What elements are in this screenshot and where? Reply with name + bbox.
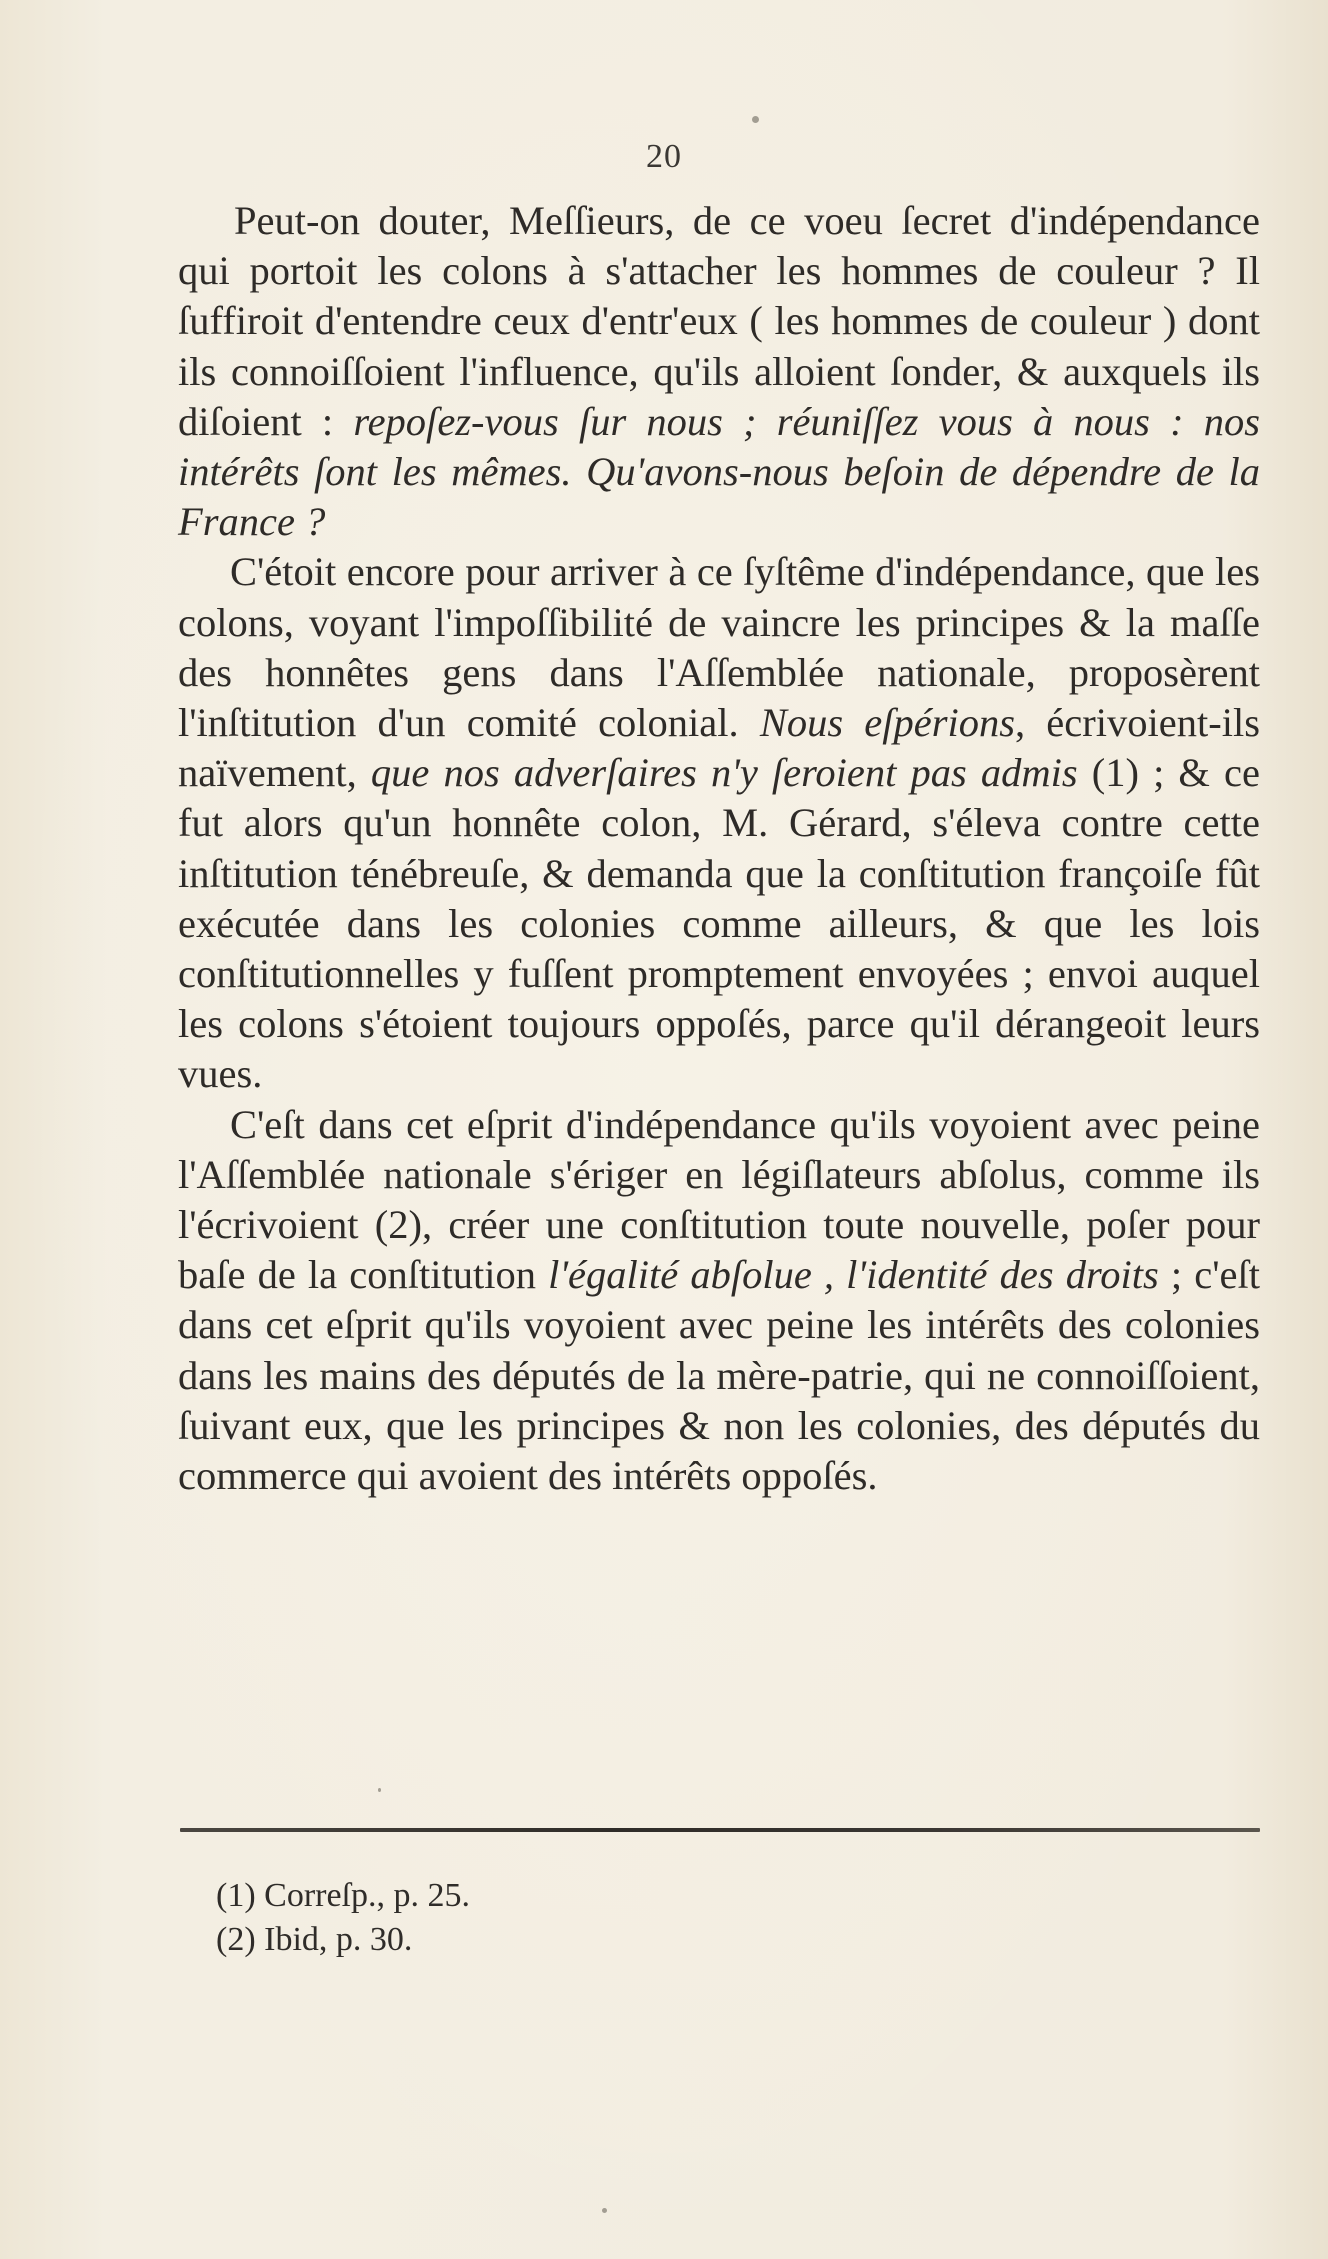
footnotes [216,1874,470,1962]
ink-speck [378,1788,381,1792]
paragraph-2-quote-a: Nous eſpérions [759,700,1016,746]
body-text [178,196,1260,1501]
paragraph-3-text-a: C'eſt dans cet eſprit d'indépendance qu'ils voyoient avec peine l'Aſſemblée nationale s'ériger en légiſlateurs abſolus, comme ils l'écrivoient (2), créer une conſtitution toute nouvelle, poſer pour baſe de la conſtitution [178,1101,1260,1298]
paragraph-3 [178,1100,1260,1502]
ink-speck [752,116,759,123]
paragraph-1 [178,196,1260,547]
footnote-2: (2) Ibid, p. 30. [216,1921,413,1958]
paragraph-2-text-a: C'étoit encore pour arriver à ce ſyſtême d'indépendance, que les colons, voyant l'impoſſibilité de vaincre les principes & la maſſe des honnêtes gens dans l'Aſſemblée nationale, proposèrent l'inſtitution d'un comité colonial. [178,549,1260,746]
paragraph-2-text-c: (1) ; & ce fut alors qu'un honnête colon, M. Gérard, s'éleva contre cette inſtitution ténébreuſe, & demanda que la conſtitution françoiſe fût exécutée dans les colonies comme ailleurs, & que les lois conſtitutionnelles y fuſſent promptement envoyées ; envoi auquel les colons s'étoient toujours oppoſés, parce qu'il dérangeoit leurs vues. [178,750,1260,1097]
paragraph-1-text: Peut-on douter, Meſſieurs, de ce voeu ſecret d'indépendance qui portoit les colons à s'attacher les hommes de couleur ? Il ſuffiroit d'entendre ceux d'entr'eux ( les hommes de couleur ) dont ils connoiſſoient l'influence, qu'ils alloient ſonder, & auxquels ils diſoient : [178,198,1260,444]
footnote-separator-rule [180,1828,1260,1832]
page-number: 20 [646,138,682,175]
footnote-1: (1) Correſp., p. 25. [216,1877,471,1914]
paragraph-3-text-b: ; c'eſt dans cet eſprit qu'ils voyoient avec peine les intérêts des colonies dans les mains des députés de la mère-patrie, qui ne connoiſſoient, ſuivant eux, que les principes & non les colonies, des députés du commerce qui avoient des intérêts oppoſés. [178,1252,1260,1499]
ink-speck [602,2208,607,2213]
paragraph-1-quotation: repoſez-vous ſur nous ; réuniſſez vous à nous : nos intérêts ſont les mêmes. Qu'avons-nous beſoin de dépendre de la France ? [178,398,1260,545]
paragraph-2-quote-b: que nos adverſaires n'y ſeroient pas admis [370,750,1078,796]
paragraph-2-text-b: , écrivoient-ils naïvement, [178,700,1260,796]
paragraph-2 [178,547,1260,1099]
paragraph-3-quote: l'égalité abſolue , l'identité des droits [548,1252,1159,1298]
